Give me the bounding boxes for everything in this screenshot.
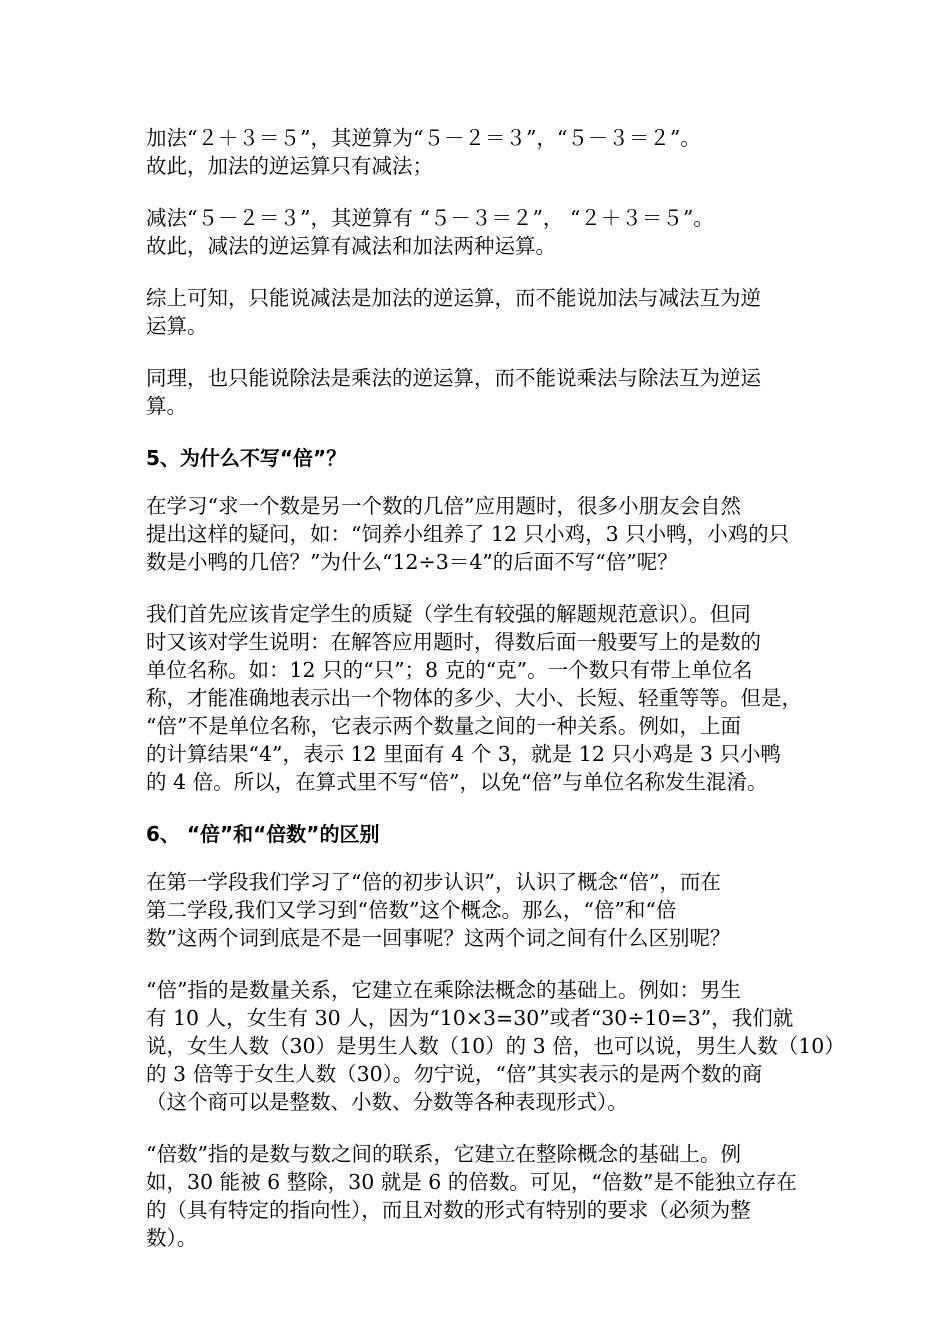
text-line: 的计算结果“4”，表示 12 里面有 4 个 3，就是 12 只小鸡是 3 只小鸭: [146, 742, 781, 766]
text-line: 在学习“求一个数是另一个数的几倍”应用题时，很多小朋友会自然: [146, 494, 741, 518]
paragraph-beishu-definition: [146, 1140, 821, 1252]
text-line: 我们首先应该肯定学生的质疑（学生有较强的解题规范意识）。但同: [146, 602, 751, 626]
paragraph-subtraction-inverse: [146, 204, 821, 260]
text-line: 有 10 人，女生有 30 人，因为“10×3=30”或者“30÷10=3”，我们就: [146, 1006, 794, 1030]
paragraph-addition-inverse: [146, 124, 821, 180]
text-line: “倍”指的是数量关系，它建立在乘除法概念的基础上。例如：男生: [146, 978, 741, 1002]
paragraph-division-inverse: [146, 364, 821, 420]
text-line: 故此，加法的逆运算只有减法；: [146, 154, 433, 178]
text-line: 称，才能准确地表示出一个物体的多少、大小、长短、轻重等等。但是，: [146, 686, 802, 710]
text-line: 如，30 能被 6 整除，30 就是 6 的倍数。可见，“倍数”是不能独立存在: [146, 1170, 797, 1194]
text-line: 同理，也只能说除法是乘法的逆运算，而不能说乘法与除法互为逆运: [146, 366, 761, 390]
section-heading-6: 6、 “倍”和“倍数”的区别: [146, 822, 380, 846]
text-line: 提出这样的疑问，如：“饲养小组养了 12 只小鸡，3 只小鸭，小鸡的只: [146, 522, 790, 546]
paragraph-intro-multiples: [146, 868, 821, 952]
text-line: 在第一学段我们学习了“倍的初步认识”，认识了概念“倍”，而在: [146, 870, 721, 894]
text-line: “倍数”指的是数与数之间的联系，它建立在整除概念的基础上。例: [146, 1142, 741, 1166]
text-line: 算。: [146, 394, 187, 418]
text-line: “倍”不是单位名称，它表示两个数量之间的一种关系。例如，上面: [146, 714, 741, 738]
paragraph-question: [146, 492, 821, 576]
text-line: 故此，减法的逆运算有减法和加法两种运算。: [146, 234, 556, 258]
text-line: 数”这两个词到底是不是一回事呢？这两个词之间有什么区别呢？: [146, 926, 731, 950]
text-line: 的 4 倍。所以，在算式里不写“倍”，以免“倍”与单位名称发生混淆。: [146, 770, 768, 794]
text-line: 减法“５－２＝３”，其逆算有 “５－３＝２”， “２＋３＝５”。: [146, 206, 714, 230]
paragraph-explanation: [146, 600, 821, 796]
text-line: 加法“２＋３＝５”，其逆算为“５－２＝３”，“５－３＝２”。: [146, 126, 701, 150]
text-line: 数是小鸭的几倍？”为什么“12÷3＝4”的后面不写“倍”呢？: [146, 550, 678, 574]
paragraph-conclusion: [146, 284, 821, 340]
text-line: 数）。: [146, 1226, 198, 1250]
text-line: 运算。: [146, 314, 208, 338]
text-line: 的 3 倍等于女生人数（30）。勿宁说，“倍”其实表示的是两个数的商: [146, 1062, 763, 1086]
text-line: 的（具有特定的指向性），而且对数的形式有特别的要求（必须为整: [146, 1198, 751, 1222]
text-line: 单位名称。如：12 只的“只”；8 克的“克”。一个数只有带上单位名: [146, 658, 753, 682]
text-line: 综上可知，只能说减法是加法的逆运算，而不能说加法与减法互为逆: [146, 286, 761, 310]
section-heading-5: 5、为什么不写“倍”？: [146, 446, 347, 470]
text-line: 说，女生人数（30）是男生人数（10）的 3 倍，也可以说，男生人数（10）: [146, 1034, 845, 1058]
text-line: （这个商可以是整数、小数、分数等各种表现形式）。: [146, 1090, 628, 1114]
paragraph-bei-definition: [146, 976, 845, 1116]
text-line: 时又该对学生说明：在解答应用题时，得数后面一般要写上的是数的: [146, 630, 761, 654]
document-page: [146, 124, 845, 1276]
text-line: 第二学段,我们又学习到“倍数”这个概念。那么，“倍”和“倍: [146, 898, 677, 922]
